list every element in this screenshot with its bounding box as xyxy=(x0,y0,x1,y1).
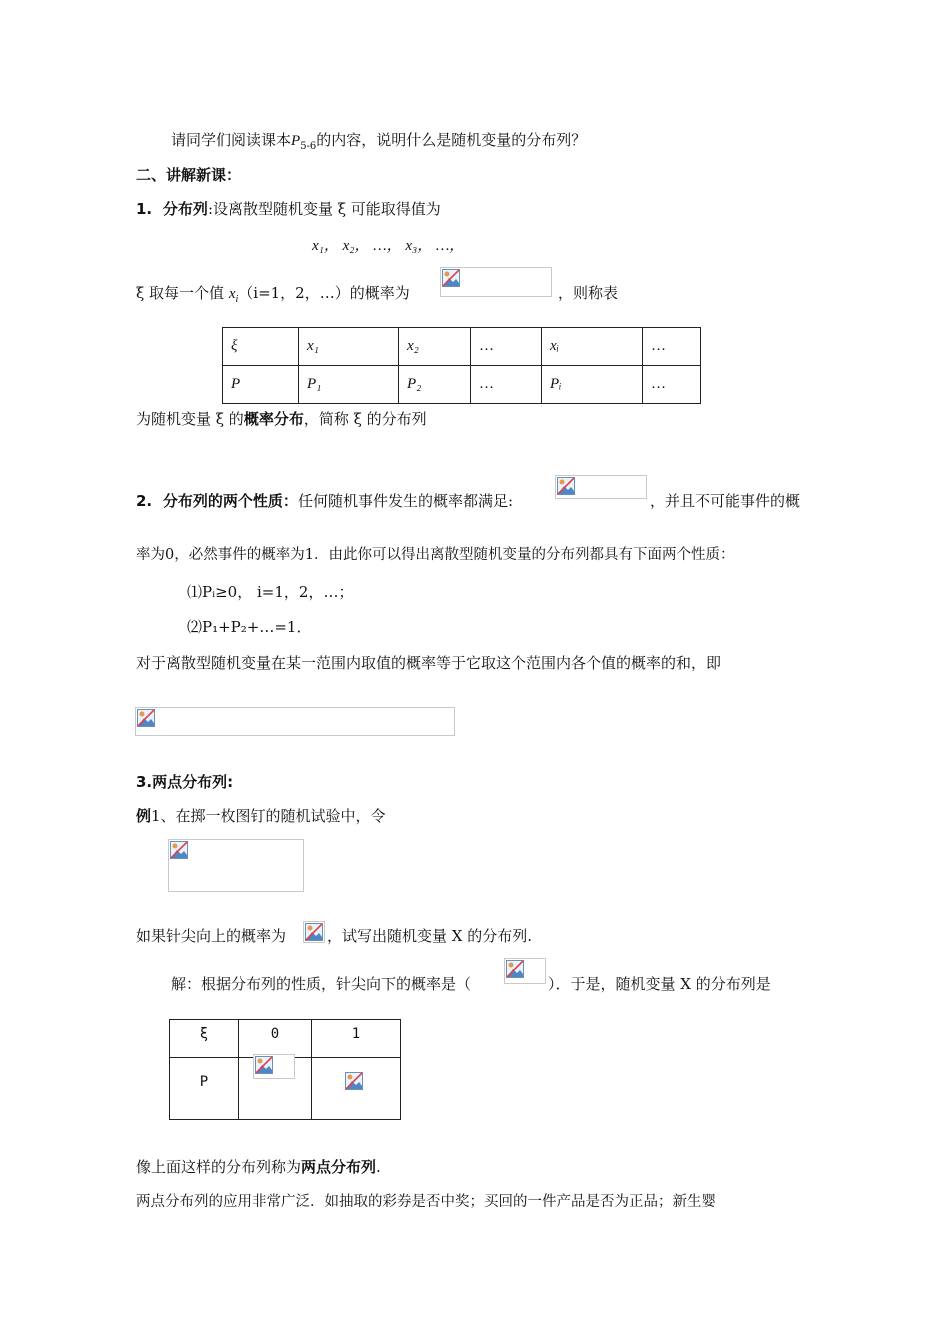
example-text: 1、在掷一枚图钉的随机试验中，令 xyxy=(151,807,386,825)
item1-number: 1. xyxy=(136,200,153,218)
if-line-post: ，试写出随机变量 X 的分布列. xyxy=(327,927,532,945)
prob-mid: （i=1，2，…）的概率为 xyxy=(238,284,410,302)
example-label: 例 xyxy=(136,807,152,825)
solution-pre: 解：根据分布列的性质，针尖向下的概率是（ xyxy=(171,975,472,993)
closing-line2: 两点分布列的应用非常广泛．如抽取的彩券是否中奖；买回的一件产品是否为正品；新生婴 xyxy=(136,1194,716,1210)
prob-pre: ξ 取每一个值 xyxy=(136,284,225,302)
table-row xyxy=(223,328,701,366)
formula-image xyxy=(555,475,647,499)
closing-line1 xyxy=(136,1157,381,1177)
two-point-table xyxy=(169,1019,401,1120)
table-cell: 0 xyxy=(239,1020,312,1058)
table-cell: … xyxy=(643,328,701,366)
broken-image-icon xyxy=(170,841,188,859)
item2-text: 任何随机事件发生的概率都满足: xyxy=(297,492,513,510)
item2-line2: 率为0，必然事件的概率为1．由此你可以得出离散型随机变量的分布列都具有下面两个性质： xyxy=(136,547,735,563)
table-cell xyxy=(239,1058,312,1120)
probability-line xyxy=(136,283,410,310)
xi-sub: i xyxy=(235,294,239,305)
broken-image-icon xyxy=(345,1072,363,1090)
formula-image xyxy=(504,958,546,984)
table-cell: ξ xyxy=(223,328,299,366)
table-cell: xᵢ xyxy=(542,328,643,366)
closing-post: . xyxy=(376,1158,381,1176)
property-1: ⑴Pᵢ≥0， i=1，2，…； xyxy=(187,583,354,601)
if-line-pre: 如果针尖向上的概率为 xyxy=(136,927,287,945)
solution-post: ）．于是，随机变量 X 的分布列是 xyxy=(548,975,771,993)
closing-pre: 像上面这样的分布列称为 xyxy=(136,1158,302,1176)
broken-image-icon xyxy=(137,709,155,727)
intro-text-end: 的内容，说明什么是随机变量的分布列？ xyxy=(316,131,587,149)
table-cell: … xyxy=(643,366,701,404)
after-table-post: ，简称 ξ 的分布列 xyxy=(303,410,427,428)
broken-image-icon xyxy=(506,960,524,978)
item1-text: :设离散型随机变量 ξ 可能取得值为 xyxy=(207,200,441,218)
table-cell: P₂ xyxy=(399,366,471,404)
item1-title: 分布列 xyxy=(162,200,208,218)
after-table-line xyxy=(136,409,427,429)
table-row xyxy=(223,366,701,404)
broken-image-icon xyxy=(557,477,575,495)
section-heading: 二、讲解新课： xyxy=(136,166,242,184)
item2-title: 分布列的两个性质： xyxy=(162,492,298,510)
table-cell: ξ xyxy=(170,1020,239,1058)
xi-var: x xyxy=(228,286,236,302)
broken-image-icon xyxy=(305,923,323,941)
table-cell: 1 xyxy=(312,1020,401,1058)
item3-title: 3.两点分布列: xyxy=(136,773,234,791)
example-line xyxy=(136,806,386,826)
property-2: ⑵P₁+P₂+…=1． xyxy=(187,618,312,636)
prob-post: ，则称表 xyxy=(558,284,619,302)
formula-image xyxy=(440,267,552,297)
sum-line: 对于离散型随机变量在某一范围内取值的概率等于它取这个范围内各个值的概率的和，即 xyxy=(136,654,722,672)
after-table-bold: 概率分布 xyxy=(243,410,304,428)
table-cell: x₁ xyxy=(299,328,399,366)
after-table-pre: 为随机变量 ξ 的 xyxy=(136,410,244,428)
table-cell: x₂ xyxy=(399,328,471,366)
table-cell: … xyxy=(471,328,542,366)
broken-image-icon xyxy=(255,1056,273,1074)
item2-line xyxy=(136,491,513,511)
table-cell xyxy=(312,1058,401,1120)
distribution-table xyxy=(222,327,701,404)
item2-text-post: ，并且不可能事件的概 xyxy=(650,492,801,510)
table-cell: P xyxy=(170,1058,239,1120)
formula-image xyxy=(135,707,455,736)
formula-image xyxy=(303,921,325,943)
intro-text: 请同学们阅读课本 xyxy=(171,131,292,149)
page-sub: 5-6 xyxy=(300,141,317,152)
item1-line xyxy=(136,199,441,219)
table-cell: … xyxy=(471,366,542,404)
intro-line xyxy=(171,130,586,157)
closing-bold: 两点分布列 xyxy=(301,1158,377,1176)
table-row xyxy=(170,1058,401,1120)
table-cell: Pᵢ xyxy=(542,366,643,404)
table-cell: P₁ xyxy=(299,366,399,404)
formula-image xyxy=(168,839,304,892)
formula-image xyxy=(345,1072,365,1092)
formula-image xyxy=(253,1054,295,1079)
table-row xyxy=(170,1020,401,1058)
page-var: P xyxy=(291,133,301,149)
values-line: x₁， x₂， …， x₃， …， xyxy=(312,238,465,254)
table-cell: P xyxy=(223,366,299,404)
item2-number: 2. xyxy=(136,492,153,510)
broken-image-icon xyxy=(442,269,460,287)
